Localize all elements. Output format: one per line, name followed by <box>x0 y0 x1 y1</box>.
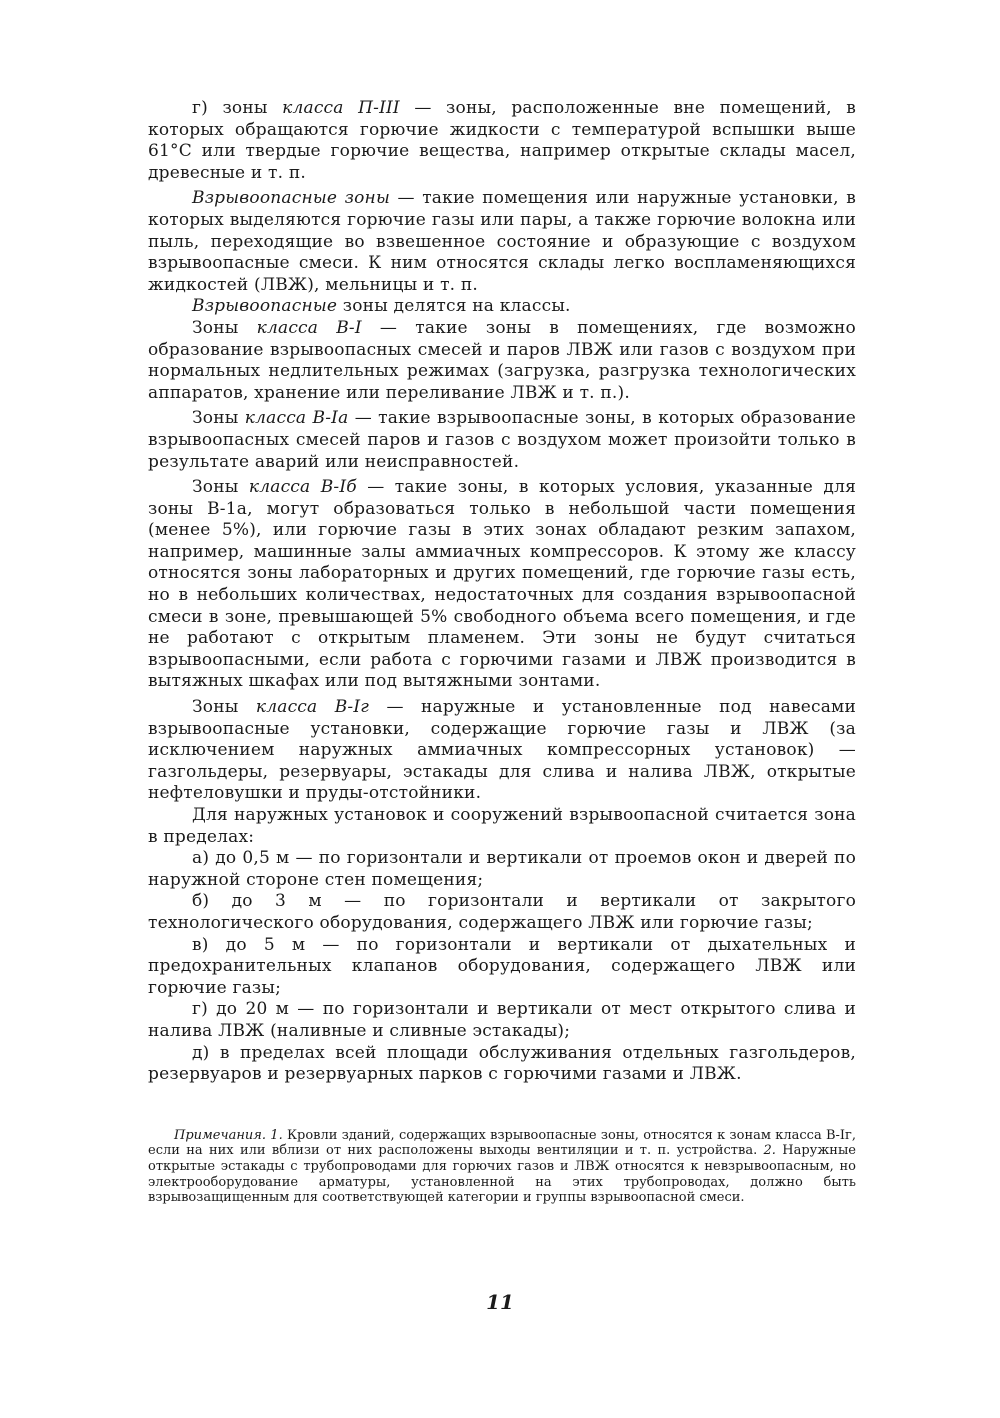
paragraph-zone-v1 <box>148 318 856 404</box>
zone-v1b-lead: Зоны <box>192 477 249 498</box>
zone-p3-text: — зоны, расположенные вне помещений, в которых обращаются горючие жидкости с температурой вспышки выше 61°С или твердые горючие вещества, например открытые склады масел, древесные и т. п. <box>148 98 856 183</box>
zone-v1-term: класса В-I <box>256 317 362 338</box>
paragraph-zone-p3 <box>148 98 856 184</box>
paragraph-outdoor-intro: Для наружных установок и сооружений взрывоопасной считается зона в пределах: <box>148 805 856 847</box>
paragraph-explosive-definition <box>148 188 856 296</box>
zone-v1g-term: класса В-Iг <box>255 697 370 718</box>
list-item-outdoor-g: г) до 20 м — по горизонтали и вертикали от мест открытого слива и налива ЛВЖ (наливные и сливные эстакады); <box>148 999 856 1041</box>
note-1-text: Кровли зданий, содержащих взрывоопасные зоны, относятся к зонам класса В-Iг, если на них или вблизи от них расположены выходы вентиляции и т. п. устройства. <box>148 1127 856 1159</box>
zone-v1a-text: — такие взрывоопасные зоны, в которых образование взрывоопасных смесей паров и газов с воздухом может произойти только в результате аварий или неисправностей. <box>148 408 856 472</box>
main-text <box>148 98 856 1086</box>
paragraph-zone-v1g <box>148 697 856 805</box>
page-number: 11 <box>486 1290 514 1314</box>
list-item-outdoor-a: а) до 0,5 м — по горизонтали и вертикали от проемов окон и дверей по наружной стороне стен помещения; <box>148 848 856 890</box>
paragraph-zone-v1b <box>148 477 856 693</box>
explosive-classes-term: Взрывоопасные <box>192 296 338 317</box>
paragraph-explosive-classes <box>148 296 856 318</box>
note-2-number: 2. <box>763 1143 776 1159</box>
list-item-outdoor-d: д) в пределах всей площади обслуживания отдельных газгольдеров, резервуаров и резервуарных парков с горючими газами и ЛВЖ. <box>148 1042 856 1085</box>
zone-v1g-lead: Зоны <box>192 697 256 718</box>
zone-p3-lead: г) зоны <box>192 98 283 118</box>
list-item-outdoor-v: в) до 5 м — по горизонтали и вертикали от дыхательных и предохранительных клапанов оборудования, содержащего ЛВЖ или горючие газы; <box>148 934 856 998</box>
explosive-def-term: Взрывоопасные зоны <box>192 188 391 209</box>
note-1-number: 1. <box>270 1127 283 1143</box>
zone-p3-term: класса П-III <box>282 98 400 118</box>
notes-label: Примечания. <box>174 1127 267 1143</box>
footnotes <box>148 1128 856 1206</box>
zone-v1b-term: класса В-Iб <box>248 477 357 498</box>
zone-v1g-text: — наружные и установленные под навесами взрывоопасные установки, содержащие горючие газы и ЛВЖ (за исключением наружных аммиачных компрессорных установок) — газгольдеры, резервуары, эстакады для слива и налива ЛВЖ, открытые нефтеловушки и пруды-отстойники. <box>148 697 856 804</box>
zone-v1-text: — такие зоны в помещениях, где возможно образование взрывоопасных смесей и паров ЛВЖ или газов с воздухом при нормальных недлительных режимах (загрузка, разгрузка технологических аппаратов, хранение или переливание ЛВЖ и т. п.). <box>148 317 856 403</box>
zone-v1b-text: — такие зоны, в которых условия, указанные для зоны В-1а, могут образоваться только в небольшой части помещения (менее 5%), или горючие газы в этих зонах обладают резким запахом, например, машинные залы аммиачных компрессоров. К этому же классу относятся зоны лабораторных и других помещений, где горючие газы есть, но в небольших количествах, недостаточных для создания взрывоопасной смеси в зоне, превышающей 5% свободного объема всего помещения, и где не работают с открытым пламенем. Эти зоны не будут считаться взрывоопасными, если работа с горючими газами и ЛВЖ производится в вытяжных шкафах или под вытяжными зонтами. <box>148 477 857 692</box>
zone-v1-lead: Зоны <box>192 317 257 338</box>
zone-v1a-lead: Зоны <box>192 408 245 429</box>
explosive-classes-text: зоны делятся на классы. <box>337 296 571 317</box>
list-item-outdoor-b: б) до 3 м — по горизонтали и вертикали от закрытого технологического оборудования, содержащего ЛВЖ или горючие газы; <box>148 891 856 933</box>
explosive-def-text: — такие помещения или наружные установки, в которых выделяются горючие газы или пары, а также горючие волокна или пыль, переходящие во взвешенное состояние и образующие с воздухом взрывоопасные смеси. К ним относятся склады легко воспламеняющихся жидкостей (ЛВЖ), мельницы и т. п. <box>148 188 856 295</box>
paragraph-zone-v1a <box>148 408 856 473</box>
note-2-text: Наружные открытые эстакады с трубопроводами для горючих газов и ЛВЖ относятся к невзрывоопасным, но электрооборудование арматуры, установленной на этих трубопроводах, должно быть взрывозащищенным для соответствующей категории и группы взрывоопасной смеси. <box>148 1143 856 1206</box>
notes-paragraph <box>148 1128 856 1206</box>
page-body <box>148 98 856 1206</box>
zone-v1a-term: класса В-Iа <box>244 408 349 429</box>
